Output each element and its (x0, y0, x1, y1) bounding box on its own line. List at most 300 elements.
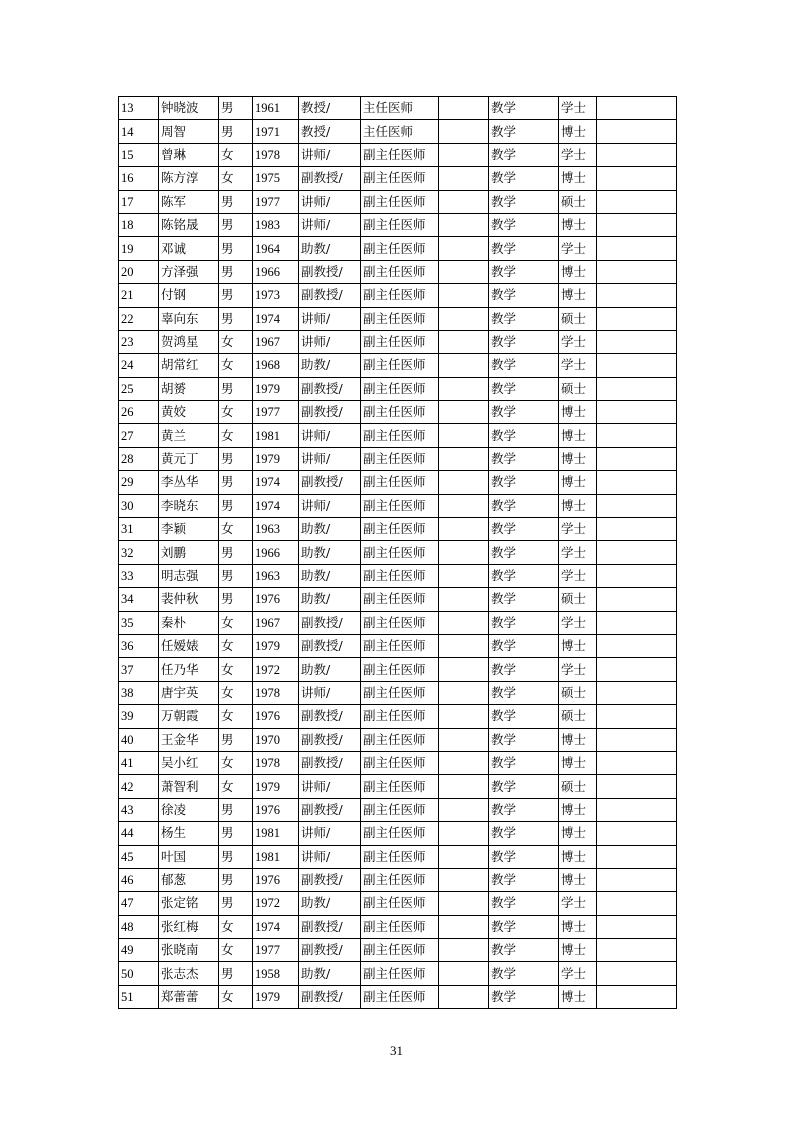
work-type-cell: 教学 (489, 751, 559, 774)
birth-year-cell: 1967 (253, 611, 299, 634)
birth-year-cell: 1970 (253, 728, 299, 751)
row-number-cell: 36 (119, 634, 159, 657)
blank-cell-cell (439, 564, 489, 587)
table-row (119, 892, 677, 915)
teaching-title-cell: 助教/ (299, 564, 361, 587)
staff-name-cell: 周智 (159, 120, 219, 143)
medical-rank-cell: 副主任医师 (361, 588, 439, 611)
row-number-cell: 26 (119, 401, 159, 424)
medical-rank-cell: 副主任医师 (361, 962, 439, 985)
extra-cell-cell (597, 845, 677, 868)
degree-cell: 硕士 (559, 681, 597, 704)
table-row (119, 190, 677, 213)
birth-year-cell: 1974 (253, 494, 299, 517)
degree-cell: 博士 (559, 401, 597, 424)
blank-cell-cell (439, 611, 489, 634)
gender-cell: 男 (219, 564, 253, 587)
degree-cell: 博士 (559, 822, 597, 845)
work-type-cell: 教学 (489, 564, 559, 587)
staff-name-cell: 叶国 (159, 845, 219, 868)
extra-cell-cell (597, 143, 677, 166)
teaching-title-cell: 副教授/ (299, 167, 361, 190)
degree-cell: 学士 (559, 97, 597, 120)
birth-year-cell: 1978 (253, 681, 299, 704)
degree-cell: 学士 (559, 237, 597, 260)
birth-year-cell: 1976 (253, 705, 299, 728)
medical-rank-cell: 副主任医师 (361, 705, 439, 728)
gender-cell: 女 (219, 751, 253, 774)
teaching-title-cell: 副教授/ (299, 401, 361, 424)
gender-cell: 女 (219, 681, 253, 704)
staff-name-cell: 辜向东 (159, 307, 219, 330)
blank-cell-cell (439, 401, 489, 424)
blank-cell-cell (439, 705, 489, 728)
medical-rank-cell: 副主任医师 (361, 611, 439, 634)
extra-cell-cell (597, 190, 677, 213)
work-type-cell: 教学 (489, 962, 559, 985)
birth-year-cell: 1979 (253, 634, 299, 657)
row-number-cell: 13 (119, 97, 159, 120)
blank-cell-cell (439, 190, 489, 213)
table-row (119, 354, 677, 377)
extra-cell-cell (597, 330, 677, 353)
medical-rank-cell: 副主任医师 (361, 751, 439, 774)
extra-cell-cell (597, 705, 677, 728)
gender-cell: 男 (219, 237, 253, 260)
medical-rank-cell: 副主任医师 (361, 307, 439, 330)
degree-cell: 博士 (559, 845, 597, 868)
teaching-title-cell: 助教/ (299, 588, 361, 611)
staff-table (118, 96, 677, 1009)
extra-cell-cell (597, 611, 677, 634)
row-number-cell: 18 (119, 213, 159, 236)
medical-rank-cell: 副主任医师 (361, 892, 439, 915)
staff-name-cell: 李晓东 (159, 494, 219, 517)
staff-name-cell: 郁葱 (159, 868, 219, 891)
table-row (119, 424, 677, 447)
degree-cell: 博士 (559, 915, 597, 938)
gender-cell: 女 (219, 939, 253, 962)
blank-cell-cell (439, 845, 489, 868)
staff-name-cell: 胡常红 (159, 354, 219, 377)
staff-name-cell: 付钢 (159, 284, 219, 307)
staff-name-cell: 贺鸿星 (159, 330, 219, 353)
work-type-cell: 教学 (489, 260, 559, 283)
birth-year-cell: 1976 (253, 798, 299, 821)
staff-name-cell: 任乃华 (159, 658, 219, 681)
teaching-title-cell: 副教授/ (299, 915, 361, 938)
work-type-cell: 教学 (489, 939, 559, 962)
row-number-cell: 40 (119, 728, 159, 751)
medical-rank-cell: 副主任医师 (361, 634, 439, 657)
gender-cell: 女 (219, 775, 253, 798)
staff-name-cell: 黄兰 (159, 424, 219, 447)
extra-cell-cell (597, 939, 677, 962)
table-row (119, 705, 677, 728)
row-number-cell: 31 (119, 518, 159, 541)
gender-cell: 男 (219, 962, 253, 985)
staff-name-cell: 李丛华 (159, 471, 219, 494)
work-type-cell: 教学 (489, 822, 559, 845)
birth-year-cell: 1979 (253, 775, 299, 798)
table-row (119, 564, 677, 587)
extra-cell-cell (597, 307, 677, 330)
gender-cell: 女 (219, 167, 253, 190)
degree-cell: 学士 (559, 330, 597, 353)
row-number-cell: 42 (119, 775, 159, 798)
table-row (119, 939, 677, 962)
gender-cell: 女 (219, 330, 253, 353)
teaching-title-cell: 讲师/ (299, 330, 361, 353)
teaching-title-cell: 副教授/ (299, 284, 361, 307)
row-number-cell: 50 (119, 962, 159, 985)
work-type-cell: 教学 (489, 167, 559, 190)
work-type-cell: 教学 (489, 377, 559, 400)
extra-cell-cell (597, 377, 677, 400)
row-number-cell: 34 (119, 588, 159, 611)
birth-year-cell: 1977 (253, 939, 299, 962)
degree-cell: 学士 (559, 611, 597, 634)
medical-rank-cell: 副主任医师 (361, 377, 439, 400)
table-row (119, 307, 677, 330)
medical-rank-cell: 副主任医师 (361, 471, 439, 494)
medical-rank-cell: 副主任医师 (361, 915, 439, 938)
work-type-cell: 教学 (489, 892, 559, 915)
row-number-cell: 22 (119, 307, 159, 330)
staff-name-cell: 黄姣 (159, 401, 219, 424)
work-type-cell: 教学 (489, 518, 559, 541)
medical-rank-cell: 副主任医师 (361, 143, 439, 166)
row-number-cell: 44 (119, 822, 159, 845)
blank-cell-cell (439, 260, 489, 283)
medical-rank-cell: 副主任医师 (361, 401, 439, 424)
extra-cell-cell (597, 681, 677, 704)
table-row (119, 798, 677, 821)
teaching-title-cell: 助教/ (299, 518, 361, 541)
staff-name-cell: 萧智利 (159, 775, 219, 798)
birth-year-cell: 1979 (253, 447, 299, 470)
blank-cell-cell (439, 751, 489, 774)
degree-cell: 硕士 (559, 775, 597, 798)
gender-cell: 女 (219, 611, 253, 634)
birth-year-cell: 1983 (253, 213, 299, 236)
table-row (119, 658, 677, 681)
row-number-cell: 16 (119, 167, 159, 190)
teaching-title-cell: 副教授/ (299, 751, 361, 774)
degree-cell: 学士 (559, 354, 597, 377)
table-row (119, 260, 677, 283)
extra-cell-cell (597, 564, 677, 587)
staff-name-cell: 方泽强 (159, 260, 219, 283)
extra-cell-cell (597, 424, 677, 447)
birth-year-cell: 1977 (253, 190, 299, 213)
table-row (119, 143, 677, 166)
blank-cell-cell (439, 868, 489, 891)
medical-rank-cell: 副主任医师 (361, 728, 439, 751)
teaching-title-cell: 助教/ (299, 962, 361, 985)
work-type-cell: 教学 (489, 424, 559, 447)
gender-cell: 女 (219, 634, 253, 657)
gender-cell: 男 (219, 471, 253, 494)
degree-cell: 博士 (559, 424, 597, 447)
degree-cell: 硕士 (559, 190, 597, 213)
staff-name-cell: 吴小红 (159, 751, 219, 774)
birth-year-cell: 1975 (253, 167, 299, 190)
birth-year-cell: 1973 (253, 284, 299, 307)
staff-name-cell: 胡赟 (159, 377, 219, 400)
extra-cell-cell (597, 260, 677, 283)
medical-rank-cell: 副主任医师 (361, 541, 439, 564)
table-row (119, 167, 677, 190)
extra-cell-cell (597, 962, 677, 985)
table-row (119, 377, 677, 400)
row-number-cell: 48 (119, 915, 159, 938)
extra-cell-cell (597, 751, 677, 774)
teaching-title-cell: 教授/ (299, 120, 361, 143)
table-row (119, 845, 677, 868)
row-number-cell: 37 (119, 658, 159, 681)
gender-cell: 男 (219, 845, 253, 868)
teaching-title-cell: 副教授/ (299, 728, 361, 751)
birth-year-cell: 1961 (253, 97, 299, 120)
gender-cell: 男 (219, 377, 253, 400)
extra-cell-cell (597, 775, 677, 798)
birth-year-cell: 1979 (253, 985, 299, 1008)
teaching-title-cell: 助教/ (299, 541, 361, 564)
degree-cell: 博士 (559, 985, 597, 1008)
medical-rank-cell: 副主任医师 (361, 681, 439, 704)
teaching-title-cell: 助教/ (299, 892, 361, 915)
gender-cell: 女 (219, 658, 253, 681)
medical-rank-cell: 副主任医师 (361, 845, 439, 868)
table-row (119, 681, 677, 704)
teaching-title-cell: 副教授/ (299, 260, 361, 283)
teaching-title-cell: 副教授/ (299, 377, 361, 400)
work-type-cell: 教学 (489, 401, 559, 424)
table-row (119, 611, 677, 634)
staff-name-cell: 秦朴 (159, 611, 219, 634)
work-type-cell: 教学 (489, 143, 559, 166)
work-type-cell: 教学 (489, 775, 559, 798)
table-row (119, 237, 677, 260)
teaching-title-cell: 讲师/ (299, 494, 361, 517)
table-row (119, 401, 677, 424)
teaching-title-cell: 副教授/ (299, 611, 361, 634)
work-type-cell: 教学 (489, 354, 559, 377)
row-number-cell: 41 (119, 751, 159, 774)
extra-cell-cell (597, 728, 677, 751)
gender-cell: 男 (219, 588, 253, 611)
staff-name-cell: 张定铭 (159, 892, 219, 915)
row-number-cell: 32 (119, 541, 159, 564)
birth-year-cell: 1981 (253, 424, 299, 447)
blank-cell-cell (439, 634, 489, 657)
staff-name-cell: 陈铭晟 (159, 213, 219, 236)
blank-cell-cell (439, 284, 489, 307)
extra-cell-cell (597, 985, 677, 1008)
teaching-title-cell: 助教/ (299, 237, 361, 260)
extra-cell-cell (597, 634, 677, 657)
extra-cell-cell (597, 868, 677, 891)
medical-rank-cell: 副主任医师 (361, 822, 439, 845)
teaching-title-cell: 讲师/ (299, 213, 361, 236)
degree-cell: 博士 (559, 798, 597, 821)
gender-cell: 男 (219, 284, 253, 307)
row-number-cell: 47 (119, 892, 159, 915)
degree-cell: 博士 (559, 939, 597, 962)
gender-cell: 女 (219, 401, 253, 424)
table-body (119, 97, 677, 1009)
blank-cell-cell (439, 167, 489, 190)
gender-cell: 女 (219, 915, 253, 938)
table-row (119, 985, 677, 1008)
table-row (119, 213, 677, 236)
gender-cell: 男 (219, 798, 253, 821)
degree-cell: 博士 (559, 751, 597, 774)
extra-cell-cell (597, 237, 677, 260)
work-type-cell: 教学 (489, 494, 559, 517)
staff-name-cell: 徐凌 (159, 798, 219, 821)
medical-rank-cell: 副主任医师 (361, 284, 439, 307)
gender-cell: 男 (219, 822, 253, 845)
work-type-cell: 教学 (489, 634, 559, 657)
degree-cell: 学士 (559, 518, 597, 541)
table-row (119, 494, 677, 517)
work-type-cell: 教学 (489, 845, 559, 868)
blank-cell-cell (439, 728, 489, 751)
birth-year-cell: 1978 (253, 751, 299, 774)
staff-name-cell: 唐宇英 (159, 681, 219, 704)
medical-rank-cell: 副主任医师 (361, 260, 439, 283)
blank-cell-cell (439, 939, 489, 962)
birth-year-cell: 1964 (253, 237, 299, 260)
blank-cell-cell (439, 237, 489, 260)
birth-year-cell: 1972 (253, 658, 299, 681)
row-number-cell: 38 (119, 681, 159, 704)
table-row (119, 751, 677, 774)
blank-cell-cell (439, 97, 489, 120)
blank-cell-cell (439, 915, 489, 938)
gender-cell: 女 (219, 424, 253, 447)
blank-cell-cell (439, 354, 489, 377)
degree-cell: 学士 (559, 892, 597, 915)
gender-cell: 男 (219, 541, 253, 564)
work-type-cell: 教学 (489, 190, 559, 213)
birth-year-cell: 1968 (253, 354, 299, 377)
blank-cell-cell (439, 213, 489, 236)
staff-name-cell: 明志强 (159, 564, 219, 587)
table-row (119, 541, 677, 564)
extra-cell-cell (597, 822, 677, 845)
table-row (119, 822, 677, 845)
degree-cell: 学士 (559, 962, 597, 985)
blank-cell-cell (439, 775, 489, 798)
blank-cell-cell (439, 494, 489, 517)
gender-cell: 男 (219, 190, 253, 213)
gender-cell: 男 (219, 120, 253, 143)
row-number-cell: 35 (119, 611, 159, 634)
medical-rank-cell: 副主任医师 (361, 330, 439, 353)
row-number-cell: 43 (119, 798, 159, 821)
teaching-title-cell: 讲师/ (299, 845, 361, 868)
table-row (119, 588, 677, 611)
degree-cell: 学士 (559, 143, 597, 166)
medical-rank-cell: 主任医师 (361, 97, 439, 120)
work-type-cell: 教学 (489, 471, 559, 494)
teaching-title-cell: 教授/ (299, 97, 361, 120)
extra-cell-cell (597, 97, 677, 120)
blank-cell-cell (439, 541, 489, 564)
staff-name-cell: 杨生 (159, 822, 219, 845)
row-number-cell: 23 (119, 330, 159, 353)
blank-cell-cell (439, 518, 489, 541)
work-type-cell: 教学 (489, 213, 559, 236)
table-row (119, 728, 677, 751)
table-row (119, 447, 677, 470)
row-number-cell: 19 (119, 237, 159, 260)
row-number-cell: 14 (119, 120, 159, 143)
gender-cell: 女 (219, 705, 253, 728)
gender-cell: 女 (219, 518, 253, 541)
birth-year-cell: 1958 (253, 962, 299, 985)
extra-cell-cell (597, 798, 677, 821)
birth-year-cell: 1979 (253, 377, 299, 400)
extra-cell-cell (597, 447, 677, 470)
blank-cell-cell (439, 143, 489, 166)
table-row (119, 775, 677, 798)
extra-cell-cell (597, 213, 677, 236)
birth-year-cell: 1981 (253, 822, 299, 845)
birth-year-cell: 1967 (253, 330, 299, 353)
medical-rank-cell: 副主任医师 (361, 798, 439, 821)
birth-year-cell: 1966 (253, 541, 299, 564)
degree-cell: 博士 (559, 120, 597, 143)
birth-year-cell: 1971 (253, 120, 299, 143)
degree-cell: 博士 (559, 447, 597, 470)
extra-cell-cell (597, 658, 677, 681)
table-row (119, 120, 677, 143)
staff-name-cell: 黄元丁 (159, 447, 219, 470)
degree-cell: 博士 (559, 260, 597, 283)
gender-cell: 男 (219, 728, 253, 751)
gender-cell: 女 (219, 143, 253, 166)
degree-cell: 博士 (559, 167, 597, 190)
gender-cell: 女 (219, 354, 253, 377)
teaching-title-cell: 讲师/ (299, 822, 361, 845)
teaching-title-cell: 讲师/ (299, 775, 361, 798)
degree-cell: 硕士 (559, 588, 597, 611)
degree-cell: 博士 (559, 868, 597, 891)
work-type-cell: 教学 (489, 915, 559, 938)
work-type-cell: 教学 (489, 237, 559, 260)
work-type-cell: 教学 (489, 284, 559, 307)
birth-year-cell: 1972 (253, 892, 299, 915)
medical-rank-cell: 副主任医师 (361, 868, 439, 891)
row-number-cell: 49 (119, 939, 159, 962)
blank-cell-cell (439, 330, 489, 353)
gender-cell: 男 (219, 213, 253, 236)
degree-cell: 学士 (559, 658, 597, 681)
degree-cell: 博士 (559, 213, 597, 236)
staff-name-cell: 任嫒婊 (159, 634, 219, 657)
row-number-cell: 24 (119, 354, 159, 377)
row-number-cell: 25 (119, 377, 159, 400)
blank-cell-cell (439, 447, 489, 470)
table-row (119, 962, 677, 985)
degree-cell: 学士 (559, 541, 597, 564)
staff-name-cell: 张红梅 (159, 915, 219, 938)
gender-cell: 女 (219, 985, 253, 1008)
